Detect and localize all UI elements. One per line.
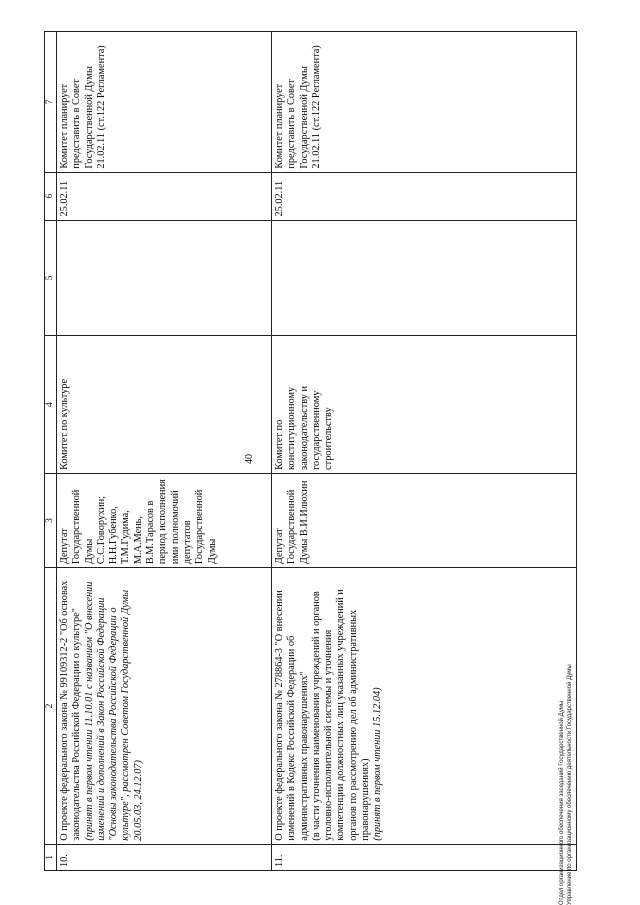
col5-cell — [272, 220, 577, 336]
col-header-6: 6 — [45, 172, 57, 220]
table-row — [57, 32, 272, 871]
rotated-page-content — [44, 31, 614, 871]
bill-title: О проекте федерального закона № 99109312-2 "Об основах законодательства Российской Федерации о культуре" — [59, 580, 83, 841]
footer — [558, 645, 604, 905]
table-row — [272, 32, 577, 871]
bill-description — [272, 568, 577, 845]
bills-table — [44, 31, 577, 871]
bill-action: Комитет планирует представить в Совет Государственной Думы 21.02.11 (ст.122 Регламента) — [272, 32, 577, 173]
col5-cell — [57, 220, 272, 336]
responsible-committee: Комитет по конституционному законодательству и государственному строительству — [272, 336, 577, 474]
bill-date: 25.02.11 — [57, 172, 272, 220]
col-header-4: 4 — [45, 336, 57, 474]
col-header-5: 5 — [45, 220, 57, 336]
bill-author: Депутат Государственной Думы С.С.Говорухин; Н.Н.Губенко, Т.М.Гудима, М.А.Мень, В.М.Тарасов в период исполнения ими полномочий депутатов Государственной Думы — [57, 473, 272, 567]
bill-action: Комитет планирует представить в Совет Государственной Думы 21.02.11 (ст.122 Регламента) — [57, 32, 272, 173]
table-header-row — [45, 32, 57, 871]
bill-subtitle: (в части уточнения наименования учреждений и органов уголовно-исполнительной системы и уточнения компетенции должностных лиц указанных учреждений и органов по рассмотрению дел об административных правонарушениях) — [310, 589, 372, 841]
footer-line-1: Отдел организационного обеспечения заседаний Государственной Думы — [559, 700, 565, 905]
responsible-committee: Комитет по культуре — [57, 336, 272, 474]
bill-note: (принят в первом чтении 15.12.04) — [372, 687, 384, 841]
row-number: 10. — [57, 844, 272, 870]
page-number: 40 — [244, 454, 255, 464]
col-header-3: 3 — [45, 473, 57, 567]
bill-description — [57, 568, 272, 845]
bill-date: 25.02.11 — [272, 172, 577, 220]
col-header-2: 2 — [45, 568, 57, 845]
row-number: 11. — [272, 844, 577, 870]
bill-note: (принят в первом чтении 11.10.01 с названием "О внесении изменений и дополнений в Закон Российской Федерации "Основы законодательства Российской Федерации о культуре", рассмотрен Советом Государственной Думы 20.05.03, 24.12.07) — [83, 581, 144, 841]
col-header-7: 7 — [45, 32, 57, 173]
bill-author: Депутат Государственной Думы В.И.Илюхин — [272, 473, 577, 567]
footer-line-2: Управление по организационному обеспечению деятельности Государственной Думы — [567, 664, 573, 905]
col-header-1: 1 — [45, 844, 57, 870]
bill-title: О проекте федерального закона № 278864-3 "О внесении изменений в Кодекс Российской Федерации об административных правонарушениях" — [274, 590, 310, 841]
